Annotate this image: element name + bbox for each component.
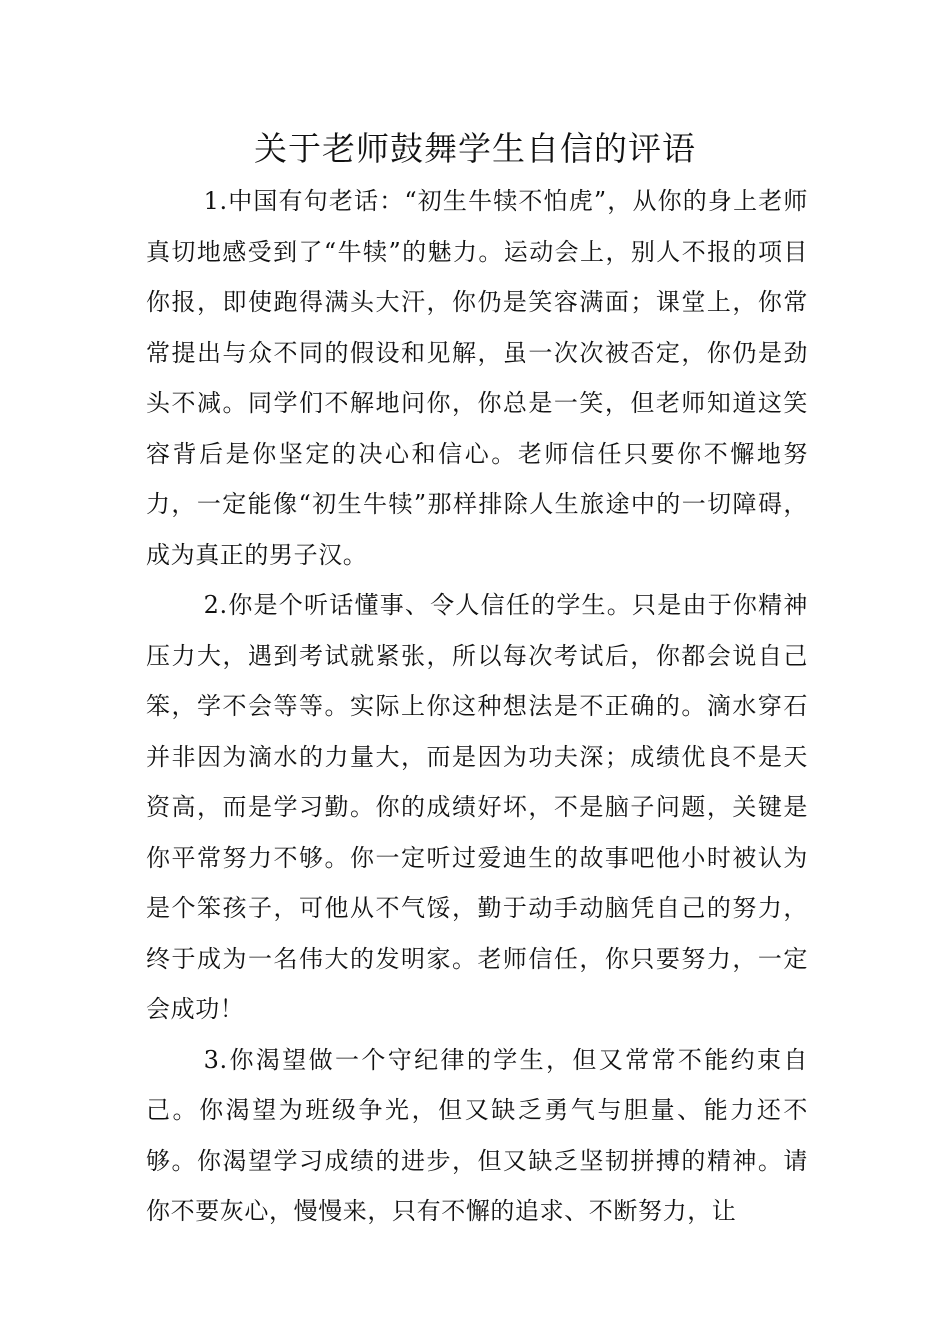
paragraph-1: 1.中国有句老话：“初生牛犊不怕虎”，从你的身上老师真切地感受到了“牛犊”的魅力。运动会上，别人不报的项目你报，即使跑得满头大汗，你仍是笑容满面；课堂上，你常常提出与众不同的假设和见解，虽一次次被否定，你仍是劲头不减。同学们不解地问你，你总是一笑，但老师知道这笑容背后是你坚定的决心和信心。老师信任只要你不懈地努力，一定能像“初生牛犊”那样排除人生旅途中的一切障碍，成为真正的男子汉。 [146, 187, 808, 569]
document-body [146, 176, 808, 1237]
paragraph-2: 2.你是个听话懂事、令人信任的学生。只是由于你精神压力大，遇到考试就紧张，所以每次考试后，你都会说自己笨，学不会等等。实际上你这种想法是不正确的。滴水穿石并非因为滴水的力量大，而是因为功夫深；成绩优良不是天资高，而是学习勤。你的成绩好坏，不是脑子问题，关键是你平常努力不够。你一定听过爱迪生的故事吧他小时被认为是个笨孩子，可他从不气馁，勤于动手动脑凭自己的努力，终于成为一名伟大的发明家。老师信任，你只要努力，一定会成功！ [146, 591, 808, 1023]
paragraph-3: 3.你渴望做一个守纪律的学生，但又常常不能约束自己。你渴望为班级争光，但又缺乏勇气与胆量、能力还不够。你渴望学习成绩的进步，但又缺乏坚韧拼搏的精神。请你不要灰心，慢慢来，只有不懈的追求、不断努力，让 [146, 1045, 808, 1225]
document-title: 关于老师鼓舞学生自信的评语 [254, 129, 696, 168]
